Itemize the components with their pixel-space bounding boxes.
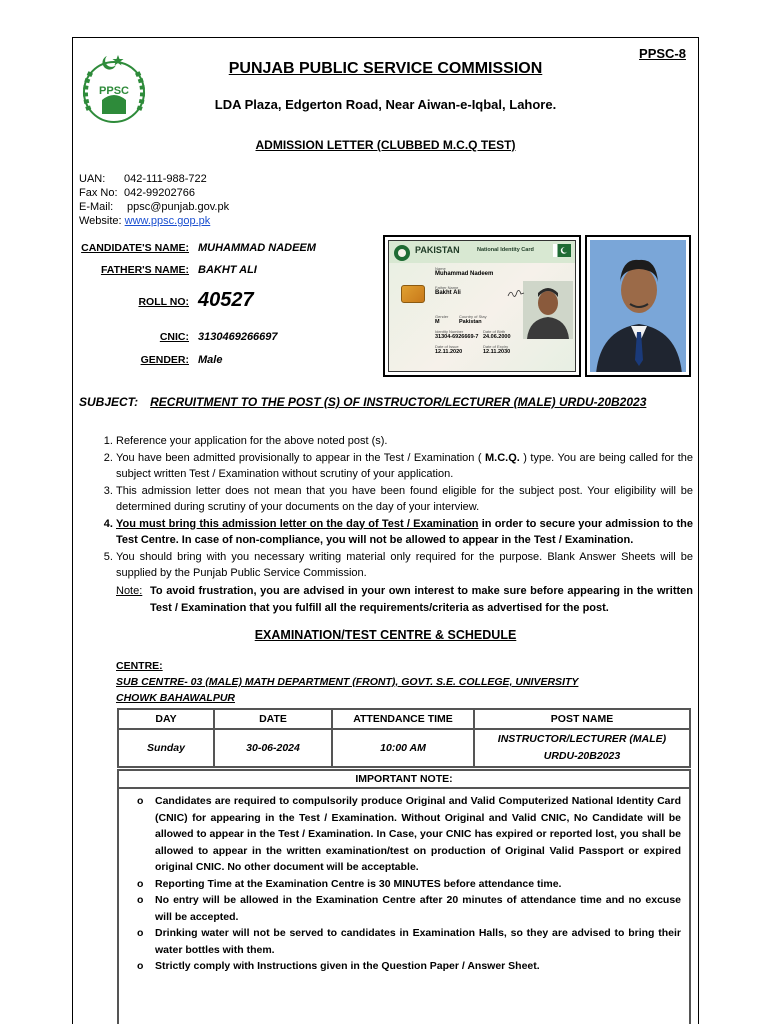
important-note-title: IMPORTANT NOTE:: [119, 771, 689, 789]
form-code: PPSC-8: [639, 46, 686, 61]
cnic-label: CNIC:: [159, 331, 189, 343]
letter-title: ADMISSION LETTER (CLUBBED M.C.Q TEST): [255, 138, 516, 152]
schedule-row: [118, 729, 690, 767]
fax-row: Fax No: 042-99202766: [79, 187, 195, 199]
father-name-label: FATHER'S NAME:: [100, 264, 189, 276]
uan-row: UAN: 042-111-988-722: [79, 173, 207, 185]
candidate-photo: [585, 235, 691, 377]
roll-no: 40527: [198, 289, 254, 311]
subject-label: SUBJECT:: [79, 395, 139, 409]
card-portrait-photo: [523, 281, 573, 339]
candidate-portrait: [590, 240, 686, 372]
email-row: E-Mail: ppsc@punjab.gov.pk: [79, 201, 230, 213]
important-note-item: o Reporting Time at the Examination Centre is 30 MINUTES before attendance time.: [137, 877, 562, 890]
instruction-item: 4. You must bring this admission letter on the day of Test / Examination in order to secure your admission to the Test Centre. In case of non-compliance, you will not be allowed to appear in the Test / Examination.: [116, 516, 693, 549]
important-note-box: [117, 769, 691, 1024]
note-label: Note:: [116, 585, 143, 597]
website-row: Website: www.ppsc.gop.pk: [79, 215, 211, 227]
cell-date: 30-06-2024: [214, 729, 332, 767]
important-note-item: o No entry will be allowed in the Examination Centre after 20 minutes of attendance time and no excuse will be accepted.: [137, 894, 681, 923]
card-title: National Identity Card: [477, 247, 534, 253]
website-link[interactable]: www.ppsc.gop.pk: [124, 215, 211, 227]
instruction-item: 2. You have been admitted provisionally to appear in the Test / Examination ( M.C.Q. ) type. You are being called for the subject written Test / Examination without scrutiny of your application.: [116, 450, 693, 483]
note-block: [116, 583, 693, 616]
important-note-item: o Strictly comply with Instructions given in the Question Paper / Answer Sheet.: [137, 960, 540, 972]
instruction-item: 3. This admission letter does not mean that you have been found eligible for the subject post. Your eligibility will be determined during scrutiny of your documents on the day of your interview.: [116, 483, 693, 516]
header-date: DATE: [214, 709, 332, 729]
instructions-list: [116, 433, 693, 582]
candidate-name-label: CANDIDATE'S NAME:: [81, 242, 189, 254]
schedule-title: EXAMINATION/TEST CENTRE & SCHEDULE: [254, 628, 517, 642]
cell-post: INSTRUCTOR/LECTURER (MALE) URDU-20B2023: [474, 729, 690, 767]
roll-no-label: ROLL NO:: [138, 296, 189, 308]
instruction-item: 1. Reference your application for the above noted post (s).: [116, 433, 693, 450]
gender-value: Male: [198, 354, 223, 366]
header-post-name: POST NAME: [474, 709, 690, 729]
svg-text:PPSC: PPSC: [99, 85, 129, 97]
schedule-header-row: [118, 709, 690, 729]
father-name: BAKHT ALI: [198, 264, 257, 276]
card-name: Muhammad Nadeem: [435, 271, 494, 277]
signature-icon: [507, 287, 525, 299]
candidate-name: MUHAMMAD NADEEM: [198, 242, 316, 254]
commission-title: PUNJAB PUBLIC SERVICE COMMISSION: [228, 60, 543, 77]
instruction-item: 5. You should bring with you necessary writing material only required for the purpose. Blank Answer Sheets will be supplied by the Punjab Public Service Commission.: [116, 549, 693, 582]
header-day: DAY: [118, 709, 214, 729]
gender-label: GENDER:: [140, 354, 189, 366]
centre-block: [116, 658, 616, 706]
important-note-item: o Drinking water will not be served to candidates in Examination Halls, so they are advised to bring their water bottles with them.: [137, 927, 681, 956]
card-father: Bakht Ali: [435, 290, 461, 296]
card-country: PAKISTAN: [415, 245, 460, 255]
centre-label: CENTRE:: [116, 660, 163, 672]
cnic-value: 3130469266697: [198, 331, 278, 343]
header-attendance-time: ATTENDANCE TIME: [332, 709, 474, 729]
cnic-card-image: PAKISTAN National Identity Card Name Muhammad Nadeem Father Name Bakht Ali Gender M Country of Stay Pakistan Identity Number 31304-6926669-7 Date of Birth 24.06.2000 Date of Issue 12.11.2020 Date of Expiry 12.11.2030: [383, 235, 581, 377]
state-emblem-icon: [393, 244, 411, 262]
schedule-table: [117, 708, 691, 768]
pakistan-flag-icon: [553, 244, 571, 257]
centre-name: SUB CENTRE- 03 (MALE) MATH DEPARTMENT (FRONT), GOVT. S.E. COLLEGE, UNIVERSITY CHOWK BAHAWALPUR: [116, 676, 579, 704]
subject-line: [79, 395, 646, 409]
cell-time: 10:00 AM: [332, 729, 474, 767]
important-note-list: [119, 789, 689, 975]
chip-icon: [401, 285, 425, 303]
commission-address: LDA Plaza, Edgerton Road, Near Aiwan-e-Iqbal, Lahore.: [214, 97, 557, 112]
admission-letter: [72, 37, 699, 1024]
important-note-item: o Candidates are required to compulsorily produce Original and Valid Computerized National Identity Card (CNIC) for appearing in the Test / Examination. Without Original and Valid CNIC, No Candidate will be allowed to appear in the Test / Examination. In Case, your CNIC has expired or reported lost, you shall be allowed to appear in the written examination/test on production of Original Valid Passport or expired original CNIC. No other document will be acceptable.: [137, 795, 681, 873]
subject-text: RECRUITMENT TO THE POST (S) OF INSTRUCTOR/LECTURER (MALE) URDU-20B2023: [150, 395, 647, 409]
note-text: To avoid frustration, you are advised in your own interest to make sure before appearing in the written Test / Examination that you fulfill all the requirements/criteria as advertised for the post.: [150, 585, 693, 614]
cell-day: Sunday: [118, 729, 214, 767]
candidate-info: [73, 38, 373, 378]
